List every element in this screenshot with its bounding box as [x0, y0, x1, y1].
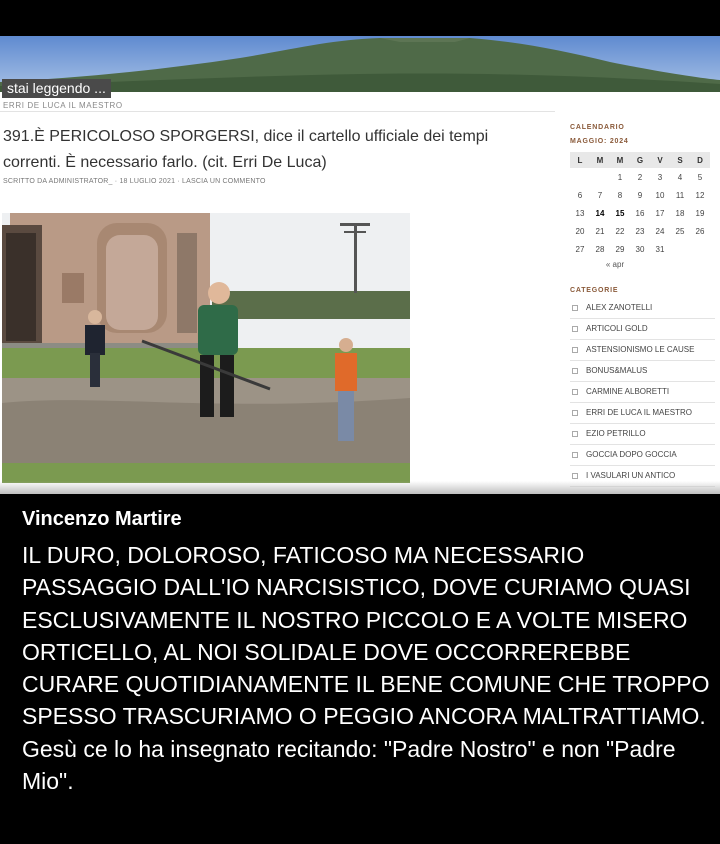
- category-label: ERRI DE LUCA IL MAESTRO: [586, 408, 692, 417]
- post-text: [22, 539, 712, 797]
- square-bullet-icon: [572, 452, 578, 458]
- square-bullet-icon: [572, 305, 578, 311]
- calendar-day[interactable]: 29: [615, 244, 625, 254]
- category-item[interactable]: [570, 361, 715, 382]
- square-bullet-icon: [572, 389, 578, 395]
- screenshot-bottom-edge: [0, 481, 720, 494]
- square-bullet-icon: [572, 410, 578, 416]
- calendar-day[interactable]: 19: [695, 208, 705, 218]
- calendar-day[interactable]: 5: [697, 172, 703, 182]
- calendar-day: [570, 168, 590, 186]
- people-with-hoes-photo: [2, 213, 410, 483]
- calendar-day: [670, 240, 690, 258]
- post-category-link[interactable]: ERRI DE LUCA IL MAESTRO: [3, 101, 123, 110]
- square-bullet-icon: [572, 368, 578, 374]
- calendar-day[interactable]: 8: [617, 190, 623, 200]
- categories-heading: CATEGORIE: [570, 287, 619, 294]
- blog-sidebar: [570, 124, 715, 487]
- square-bullet-icon: [572, 347, 578, 353]
- category-item[interactable]: [570, 382, 715, 403]
- calendar-table: [570, 152, 710, 258]
- calendar-prev-month-link[interactable]: « apr: [605, 260, 625, 269]
- calendar-day[interactable]: 21: [595, 226, 605, 236]
- calendar-heading: CALENDARIO: [570, 124, 625, 131]
- calendar-day[interactable]: 31: [655, 244, 665, 254]
- category-label: ASTENSIONISMO LE CAUSE: [586, 345, 695, 354]
- category-item[interactable]: [570, 424, 715, 445]
- calendar-day[interactable]: 11: [675, 190, 685, 200]
- calendar-day[interactable]: 6: [577, 190, 583, 200]
- post-title-line-1: 391.È PERICOLOSO SPORGERSI, dice il cartello ufficiale dei tempi: [3, 128, 489, 145]
- category-label: EZIO PETRILLO: [586, 429, 646, 438]
- category-item[interactable]: [570, 319, 715, 340]
- square-bullet-icon: [572, 326, 578, 332]
- calendar-weekday: S: [670, 152, 690, 168]
- calendar-day[interactable]: 2: [637, 172, 643, 182]
- square-bullet-icon: [572, 431, 578, 437]
- calendar-day[interactable]: 30: [635, 244, 645, 254]
- calendar-day[interactable]: 26: [695, 226, 705, 236]
- category-label: BONUS&MALUS: [586, 366, 648, 375]
- category-label: GOCCIA DOPO GOCCIA: [586, 450, 677, 459]
- calendar-day[interactable]: 27: [575, 244, 585, 254]
- post-text-paragraph-2: Gesù ce lo ha insegnato recitando: "Padre Nostro" e non "Padre Mio".: [22, 735, 676, 795]
- category-item[interactable]: [570, 340, 715, 361]
- calendar-day[interactable]: 12: [695, 190, 705, 200]
- calendar-day: [590, 168, 610, 186]
- reading-now-label: stai leggendo ...: [2, 79, 111, 98]
- category-label: I VASULARI UN ANTICO: [586, 471, 676, 480]
- calendar-day[interactable]: 25: [675, 226, 685, 236]
- calendar-weekday: M: [590, 152, 610, 168]
- categories-list: [570, 298, 715, 487]
- calendar-day[interactable]: 18: [675, 208, 685, 218]
- post-title-link[interactable]: [3, 124, 553, 176]
- category-label: ALEX ZANOTELLI: [586, 303, 653, 312]
- calendar-day[interactable]: 14: [595, 208, 605, 218]
- calendar-weekday: D: [690, 152, 710, 168]
- post-text-paragraph-1: IL DURO, DOLOROSO, FATICOSO MA NECESSARIO PASSAGGIO DALL'IO NARCISISTICO, DOVE CURIAMO QUASI ESCLUSIVAMENTE IL NOSTRO PICCOLO E A VOLTE MISERO ORTICELLO, AL NOI SOLIDALE DOVE OCCORREREBBE CURARE QUOTIDIANAMENTE IL BENE COMUNE CHE TROPPO SPESSO TRASCURIAMO O PEGGIO ANCORA MALTRATTIAMO.: [22, 542, 710, 730]
- square-bullet-icon: [572, 473, 578, 479]
- calendar-day[interactable]: 28: [595, 244, 605, 254]
- calendar-day[interactable]: 7: [597, 190, 603, 200]
- category-item[interactable]: [570, 445, 715, 466]
- calendar-day[interactable]: 16: [635, 208, 645, 218]
- calendar-day[interactable]: 24: [655, 226, 665, 236]
- calendar-day[interactable]: 10: [655, 190, 665, 200]
- post-author-name[interactable]: Vincenzo Martire: [22, 508, 182, 530]
- post-photo: [2, 213, 410, 483]
- calendar-day[interactable]: 23: [635, 226, 645, 236]
- post-meta: SCRITTO DA ADMINISTRATOR_ · 18 LUGLIO 2021 · LASCIA UN COMMENTO: [3, 178, 266, 185]
- calendar-day[interactable]: 17: [655, 208, 665, 218]
- category-item[interactable]: [570, 298, 715, 319]
- calendar-day[interactable]: 4: [677, 172, 683, 182]
- calendar-day[interactable]: 15: [615, 208, 625, 218]
- calendar-day[interactable]: 22: [615, 226, 625, 236]
- calendar-month: MAGGIO: 2024: [570, 138, 629, 145]
- calendar-weekday: L: [570, 152, 590, 168]
- calendar-weekday: M: [610, 152, 630, 168]
- calendar-weekday: G: [630, 152, 650, 168]
- calendar-weekday: V: [650, 152, 670, 168]
- post-title-line-2: correnti. È necessario farlo. (cit. Erri De Luca): [3, 154, 327, 171]
- shared-blog-screenshot[interactable]: [0, 36, 720, 494]
- calendar-day[interactable]: 20: [575, 226, 585, 236]
- calendar-day[interactable]: 13: [575, 208, 585, 218]
- calendar-day[interactable]: 1: [617, 172, 623, 182]
- category-label: CARMINE ALBORETTI: [586, 387, 670, 396]
- calendar-day[interactable]: 9: [637, 190, 643, 200]
- divider: [0, 111, 555, 112]
- category-item[interactable]: [570, 403, 715, 424]
- calendar-day[interactable]: 3: [657, 172, 663, 182]
- category-label: ARTICOLI GOLD: [586, 324, 648, 333]
- calendar-day: [690, 240, 710, 258]
